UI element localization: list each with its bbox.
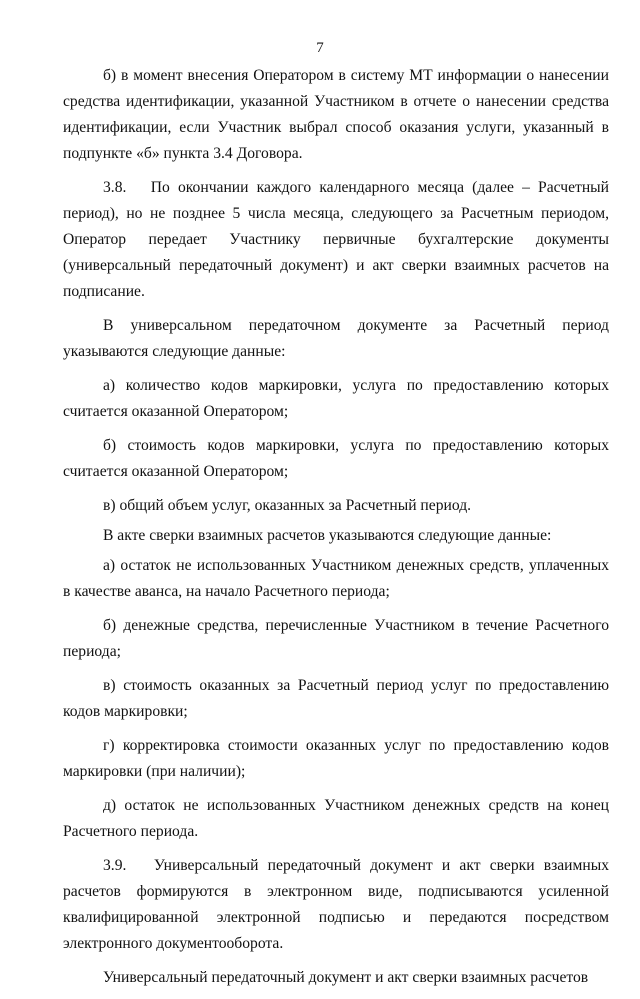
paragraph-final-continued: Универсальный передаточный документ и акт сверки взаимных расчетов xyxy=(103,969,589,986)
paragraph-clause-3-9: 3.9. Универсальный передаточный документ и акт сверки взаимных расчетов формируются в электронном виде, подписываются усиленной квалифицированной электронной подписью и передаются посредством электронного документооборота. xyxy=(63,857,609,952)
paragraph-upd-item-b: б) стоимость кодов маркировки, услуга по предоставлению которых считается оказанной Оператором; xyxy=(63,437,609,480)
paragraph-upd-item-a: а) количество кодов маркировки, услуга по предоставлению которых считается оказанной Оператором; xyxy=(63,377,609,420)
paragraph-reconciliation-item-g: г) корректировка стоимости оказанных услуг по предоставлению кодов маркировки (при наличии); xyxy=(63,737,609,780)
paragraph-upd-item-v: в) общий объем услуг, оказанных за Расчетный период. xyxy=(103,497,472,514)
paragraph-upd-intro: В универсальном передаточном документе за Расчетный период указываются следующие данные: xyxy=(63,317,609,360)
paragraph-reconciliation-item-v: в) стоимость оказанных за Расчетный период услуг по предоставлению кодов маркировки; xyxy=(63,677,609,720)
paragraph-reconciliation-item-a: а) остаток не использованных Участником денежных средств, уплаченных в качестве аванса, на начало Расчетного периода; xyxy=(63,557,609,600)
paragraph-clause-b-continuation: б) в момент внесения Оператором в систему МТ информации о нанесении средства идентификации, указанной Участником в отчете о нанесении средства идентификации, если Участник выбрал способ оказания услуги, указанный в подпункте «б» пункта 3.4 Договора. xyxy=(63,67,609,162)
paragraph-reconciliation-item-b: б) денежные средства, перечисленные Участником в течение Расчетного периода; xyxy=(63,617,609,660)
paragraph-reconciliation-intro: В акте сверки взаимных расчетов указываются следующие данные: xyxy=(103,527,552,544)
paragraph-clause-3-8: 3.8. По окончании каждого календарного месяца (далее – Расчетный период), но не позднее 5 числа месяца, следующего за Расчетным периодом, Оператор передает Участнику первичные бухгалтерские документы (универсальный передаточный документ) и акт сверки взаимных расчетов на подписание. xyxy=(63,179,609,300)
document-body xyxy=(63,63,609,999)
paragraph-reconciliation-item-d: д) остаток не использованных Участником денежных средств на конец Расчетного периода. xyxy=(63,797,609,840)
page-number: 7 xyxy=(316,40,324,56)
